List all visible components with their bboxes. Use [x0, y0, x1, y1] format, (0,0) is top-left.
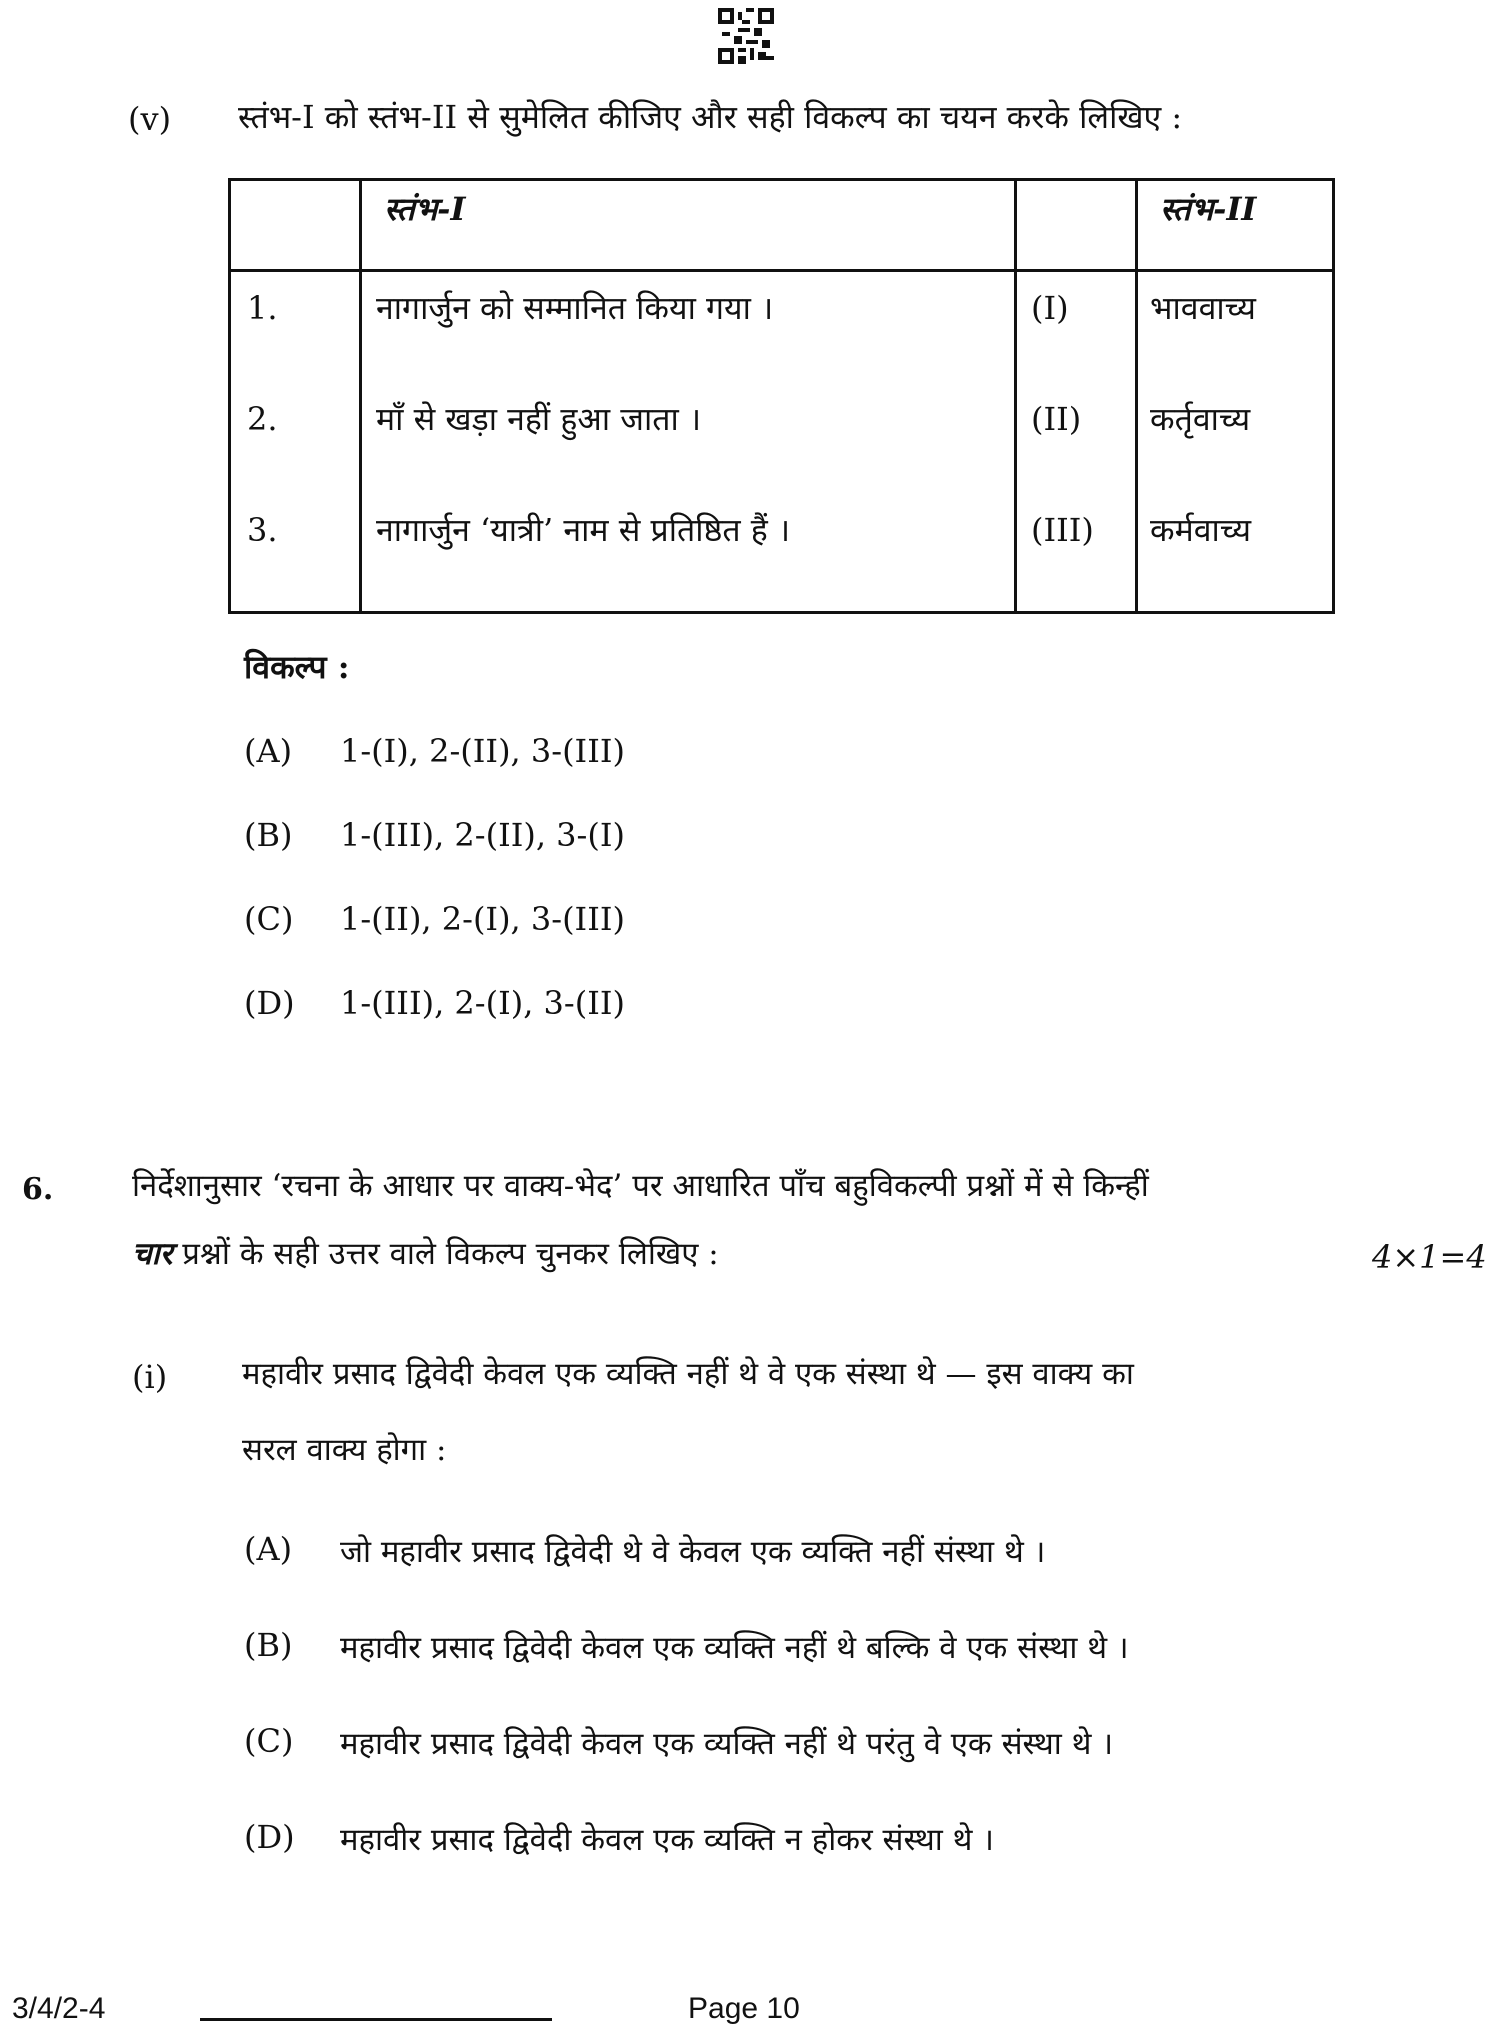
column-1-item: माँ से खड़ा नहीं हुआ जाता ।	[376, 400, 702, 438]
option-key: (D)	[244, 1818, 295, 1856]
q6i-option-a[interactable]	[244, 1530, 1046, 1570]
q6-number: 6.	[22, 1172, 54, 1207]
roman-numeral: (I)	[1031, 289, 1069, 327]
q6i-option-b[interactable]	[244, 1626, 1129, 1666]
option-key: (A)	[244, 732, 293, 770]
q6i-option-c[interactable]	[244, 1722, 1114, 1762]
q5v-option-b[interactable]	[244, 816, 625, 854]
table-header-row	[230, 180, 1334, 271]
row-number: 3.	[247, 511, 278, 549]
option-key: (A)	[244, 1530, 293, 1568]
option-text: महावीर प्रसाद द्विवेदी केवल एक व्यक्ति नहीं थे बल्कि वे एक संस्था थे ।	[340, 1630, 1129, 1666]
q5v-question-text: स्तंभ-I को स्तंभ-II से सुमेलित कीजिए और सही विकल्प का चयन करके लिखिए :	[238, 98, 1183, 136]
column-2-item: भाववाच्य	[1150, 289, 1256, 327]
roman-numeral: (II)	[1031, 400, 1082, 438]
qr-code-icon	[718, 8, 774, 64]
q6i-option-d[interactable]	[244, 1818, 995, 1858]
row-number: 1.	[247, 289, 278, 327]
row-number: 2.	[247, 400, 278, 438]
option-text: 1-(I), 2-(II), 3-(III)	[340, 732, 625, 770]
column-1-item: नागार्जुन को सम्मानित किया गया ।	[376, 289, 774, 327]
option-key: (B)	[244, 816, 293, 854]
option-key: (C)	[244, 900, 294, 938]
paper-code: 3/4/2-4	[12, 1992, 106, 2025]
q6-instruction-line2	[132, 1236, 719, 1273]
option-text: महावीर प्रसाद द्विवेदी केवल एक व्यक्ति नहीं थे परंतु वे एक संस्था थे ।	[340, 1726, 1114, 1762]
option-text: 1-(II), 2-(I), 3-(III)	[340, 900, 625, 938]
option-text: 1-(III), 2-(I), 3-(II)	[340, 984, 625, 1022]
options-heading: विकल्प :	[244, 648, 350, 686]
emphasis-word: चार	[132, 1236, 173, 1272]
column-2-item: कर्तृवाच्य	[1150, 400, 1251, 438]
q5v-option-c[interactable]	[244, 900, 625, 938]
roman-numeral: (III)	[1031, 511, 1094, 549]
option-text: जो महावीर प्रसाद द्विवेदी थे वे केवल एक व्यक्ति नहीं संस्था थे ।	[340, 1534, 1046, 1570]
q6i-question-line2: सरल वाक्य होगा :	[242, 1432, 447, 1468]
q6i-label: (i)	[132, 1358, 168, 1396]
column-2-header: स्तंभ-II	[1160, 190, 1257, 228]
option-text: महावीर प्रसाद द्विवेदी केवल एक व्यक्ति न होकर संस्था थे ।	[340, 1822, 995, 1858]
q6i-question-line1: महावीर प्रसाद द्विवेदी केवल एक व्यक्ति नहीं थे वे एक संस्था थे — इस वाक्य का	[242, 1356, 1134, 1392]
footer-divider	[200, 2018, 552, 2021]
q5v-label: (v)	[128, 100, 172, 138]
marks-label: 4×1=4	[1372, 1238, 1487, 1276]
option-key: (C)	[244, 1722, 294, 1760]
column-1-item: नागार्जुन ‘यात्री’ नाम से प्रतिष्ठित हैं ।	[376, 511, 791, 549]
option-key: (B)	[244, 1626, 293, 1664]
column-2-item: कर्मवाच्य	[1150, 511, 1252, 549]
instruction-text: प्रश्नों के सही उत्तर वाले विकल्प चुनकर लिखिए :	[182, 1236, 719, 1272]
q5v-option-d[interactable]	[244, 984, 625, 1022]
column-1-header: स्तंभ-I	[384, 190, 466, 228]
table-body-row	[230, 271, 1334, 613]
option-text: 1-(III), 2-(II), 3-(I)	[340, 816, 625, 854]
option-key: (D)	[244, 984, 295, 1022]
matching-table	[228, 178, 1335, 614]
q5v-option-a[interactable]	[244, 732, 625, 770]
q6-instruction-line1: निर्देशानुसार ‘रचना के आधार पर वाक्य-भेद’ पर आधारित पाँच बहुविकल्पी प्रश्नों में से किन्हीं	[132, 1168, 1149, 1204]
page-number: Page 10	[688, 1992, 800, 2025]
